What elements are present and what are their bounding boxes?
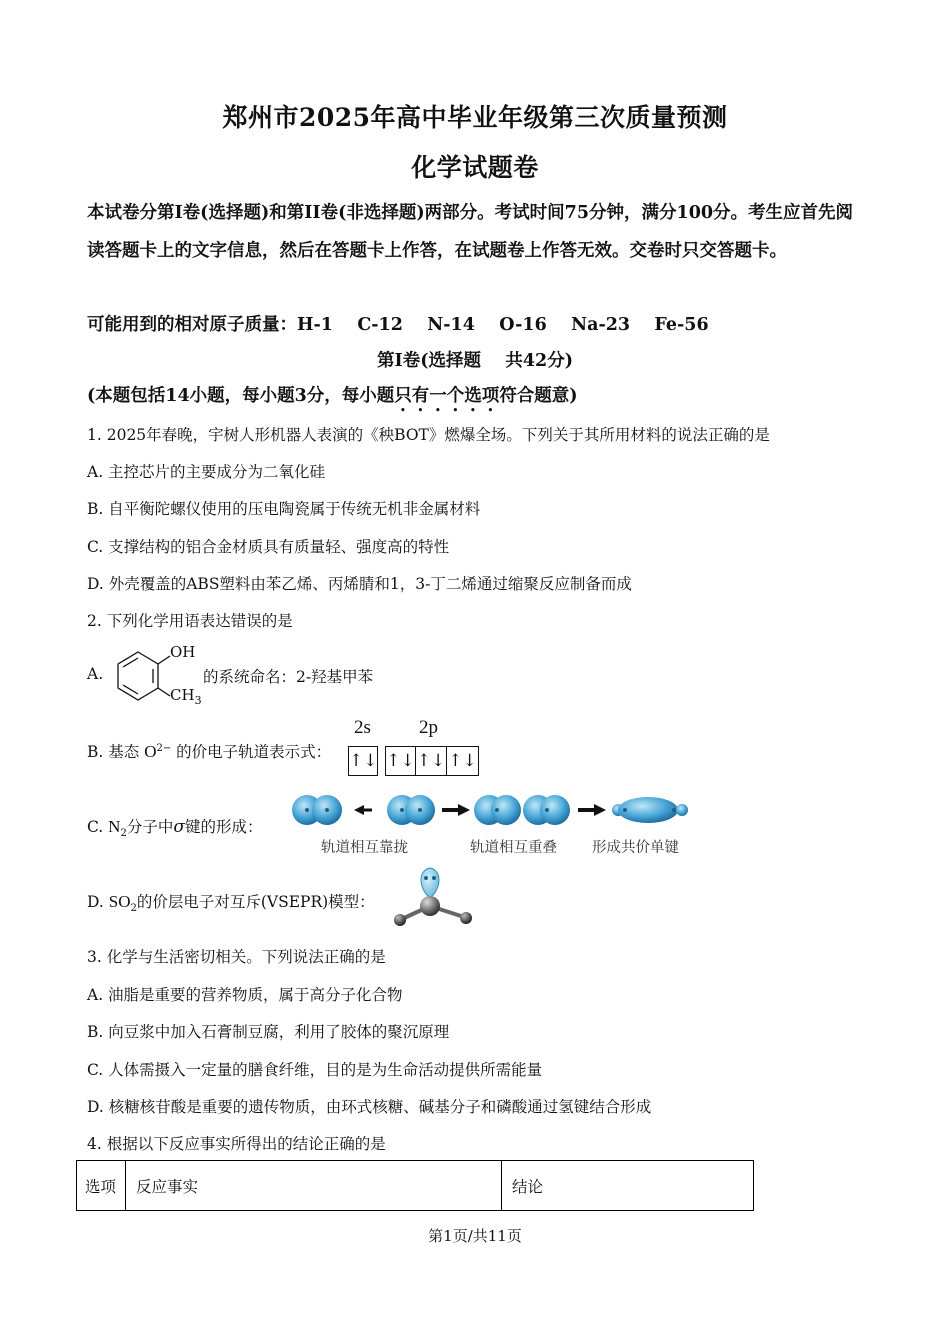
orbital-box-2p-1: ↑↓ <box>385 746 416 776</box>
nitrogen-subscript: 2 <box>120 828 127 840</box>
hydroxyl-label: OH <box>170 643 196 661</box>
q2-option-b <box>87 740 331 762</box>
q3-stem: 3. 化学与生活密切相关。下列说法正确的是 <box>87 948 386 966</box>
q2-option-d <box>87 890 375 914</box>
so2-subscript: 2 <box>130 903 137 915</box>
exam-title: 郑州市2025年高中毕业年级第三次质量预测 <box>222 103 728 132</box>
q2-stem: 2. 下列化学用语表达错误的是 <box>87 612 293 630</box>
exam-subtitle: 化学试题卷 <box>411 153 539 182</box>
oxide-ion: O <box>144 742 157 761</box>
q2-option-b-label: B. 基态 <box>87 743 140 761</box>
header-fact: 反应事实 <box>126 1161 502 1211</box>
header-option: 选项 <box>77 1161 126 1211</box>
step-approach-label: 轨道相互靠拢 <box>321 840 408 856</box>
page-number: 第1页/共11页 <box>428 1227 522 1245</box>
header-conclusion: 结论 <box>502 1161 754 1211</box>
q1-option-b: B. 自平衡陀螺仪使用的压电陶瓷属于传统无机非金属材料 <box>87 500 481 518</box>
q1-option-d: D. 外壳覆盖的ABS塑料由苯乙烯、丙烯腈和1，3-丁二烯通过缩聚反应制备而成 <box>87 575 632 593</box>
step-overlap-label: 轨道相互重叠 <box>470 840 557 856</box>
orbital-box-2p-3: ↑↓ <box>446 746 479 776</box>
q2-option-c-label: C. <box>87 818 104 836</box>
section-note-suffix: 符合题意) <box>499 386 578 406</box>
exam-instructions: 本试卷分第I卷(选择题)和第II卷(非选择题)两部分。考试时间75分钟，满分100分。考生应首先阅读答题卡上的文字信息，然后在答题卡上作答，在试题卷上作答无效。交卷时只交答题卡。 <box>87 203 854 261</box>
orbital-box-2p-2: ↑↓ <box>415 746 447 776</box>
section-note-emphasis: 只有一个选项 <box>394 386 500 406</box>
table-header-row <box>77 1161 754 1211</box>
sigma-symbol: σ <box>173 817 185 837</box>
q2-option-c-text1: 分子中 <box>126 818 174 836</box>
q3-option-d: D. 核糖核苷酸是重要的遗传物质，由环式核糖、碱基分子和磷酸通过氢键结合形成 <box>87 1098 652 1116</box>
orbital-2s-label: 2s <box>354 717 371 738</box>
section-note <box>87 382 578 416</box>
orbital-box-2s: ↑↓ <box>348 746 378 776</box>
q2-option-a-label: A. <box>87 665 104 683</box>
q4-stem: 4. 根据以下反应事实所得出的结论正确的是 <box>87 1135 386 1153</box>
q1-option-a: A. 主控芯片的主要成分为二氧化硅 <box>87 463 326 481</box>
q1-stem: 1. 2025年春晚，宇树人形机器人表演的《秧BOT》燃爆全场。下列关于其所用材料的说法正确的是 <box>87 426 770 444</box>
nitrogen-molecule: N <box>108 817 121 836</box>
so2-molecule: SO <box>108 892 131 911</box>
sigma-bond-formation-diagram <box>290 790 700 835</box>
q3-option-c: C. 人体需摄入一定量的膳食纤维，目的是为生命活动提供所需能量 <box>87 1061 543 1079</box>
q4-table <box>76 1160 754 1211</box>
step-bond-label: 形成共价单键 <box>592 840 679 856</box>
q2-option-b-text: 的价电子轨道表示式： <box>176 743 332 761</box>
methyl-label <box>170 686 202 707</box>
methyl-subscript: 3 <box>194 694 202 707</box>
q2-option-a-text: 的系统命名：2-羟基甲苯 <box>203 668 374 686</box>
q2-option-c-text2: 键的形成： <box>184 818 263 836</box>
methyl-ch: CH <box>170 686 195 704</box>
section-title: 第I卷(选择题 共42分) <box>377 351 573 371</box>
q3-option-b: B. 向豆浆中加入石膏制豆腐，利用了胶体的聚沉原理 <box>87 1023 450 1041</box>
orbital-2p-label: 2p <box>419 717 438 738</box>
q2-option-d-label: D. <box>87 893 104 911</box>
vsepr-model-diagram <box>388 864 478 928</box>
oxide-ion-charge: 2− <box>156 742 172 754</box>
atomic-mass-line <box>87 311 709 336</box>
q1-option-c: C. 支撑结构的铝合金材质具有质量轻、强度高的特性 <box>87 538 450 556</box>
q2-option-d-text: 的价层电子对互斥(VSEPR)模型： <box>136 893 375 911</box>
atomic-mass-text: 可能用到的相对原子质量：H-1 C-12 N-14 O-16 Na-23 Fe-56 <box>87 315 709 335</box>
q2-option-c <box>87 815 262 839</box>
q3-option-a: A. 油脂是重要的营养物质，属于高分子化合物 <box>87 986 403 1004</box>
section-note-prefix: (本题包括14小题，每小题3分，每小题 <box>87 386 395 406</box>
